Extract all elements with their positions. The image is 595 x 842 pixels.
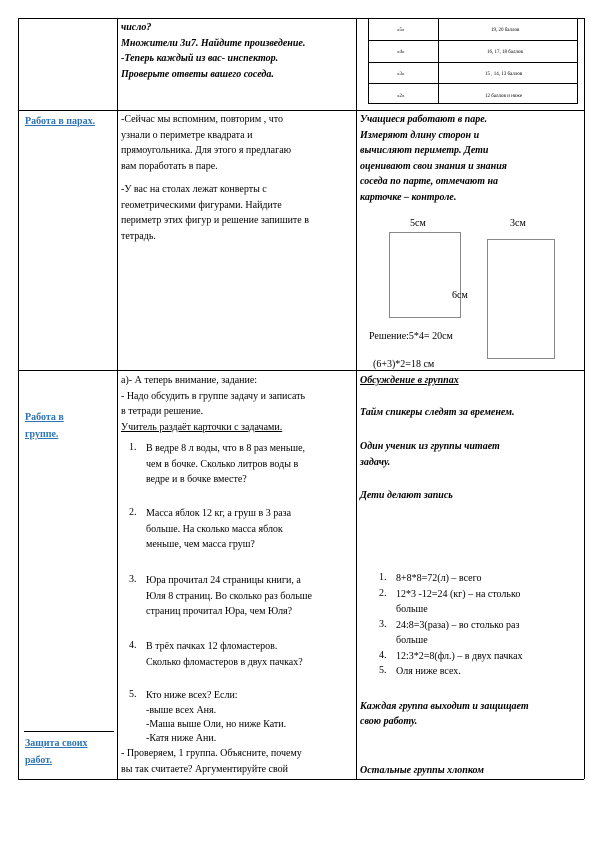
- defend-line-0: Каждая группа выходит и защищает: [360, 701, 529, 712]
- timers-text: Тайм спикеры следят за временем.: [360, 407, 515, 418]
- defend-stage-text: Защита своих работ.: [25, 738, 88, 766]
- task-2-line-0: Масса яблок 12 кг, а груш в 3 раза: [146, 508, 292, 519]
- pairs-line-0: -Сейчас мы вспомним, повторим , что: [121, 114, 283, 125]
- pairs-line-5: геометрическими фигурами. Найдите: [121, 199, 282, 211]
- groups-stage-label: [25, 409, 105, 443]
- task-5-line-0: Кто ниже всех? Если:: [146, 690, 238, 701]
- groups-intro-1: - Надо обсудить в группе задачу и записать: [121, 390, 306, 402]
- answer-3-line-1: больше: [396, 635, 428, 646]
- task-5-num: 5.: [129, 689, 137, 700]
- solution-square: Решение:5*4= 20см: [369, 331, 453, 342]
- task-3-line-2: страниц прочитал Юра, чем Юля?: [146, 606, 293, 617]
- pairs-student-line-5: карточке – контроле.: [360, 191, 457, 203]
- grading-table: [368, 18, 578, 104]
- pairs-student-line-0: Учащиеся работают в паре.: [360, 114, 488, 125]
- col-line-1: [117, 18, 118, 779]
- task-2-num: 2.: [129, 507, 137, 518]
- grade-mark-3: «2»: [397, 94, 405, 99]
- task-5-line-2: -Маша выше Оли, но ниже Кати.: [146, 718, 287, 730]
- grade-points-2: 15 , 14, 13 баллов: [485, 72, 523, 77]
- square-side-label: 5см: [410, 218, 426, 229]
- rectangle-figure: [487, 239, 555, 359]
- grade-mark-2: «3»: [397, 72, 405, 77]
- task-5-line-3: -Катя ниже Ани.: [146, 732, 217, 744]
- task-3-num: 3.: [129, 574, 137, 585]
- answer-5-line-0: Оля ниже всех.: [396, 666, 461, 677]
- answer-3-line-0: 24:8=3(раза) – во столько раз: [396, 619, 520, 631]
- grade-points-1: 16, 17, 18 баллов: [487, 50, 523, 55]
- defend-divider: [24, 731, 114, 732]
- groups-intro-0: а)- А теперь внимание, задание:: [121, 375, 258, 386]
- col-line-left: [18, 18, 19, 779]
- task-4-num: 4.: [129, 640, 137, 651]
- task-4: [121, 639, 353, 670]
- col-line-2: [356, 18, 357, 779]
- answer-1-num: 1.: [379, 572, 387, 583]
- discussion-text: Обсуждение в группах: [360, 375, 459, 386]
- task-1-line-0: В ведре 8 л воды, что в 8 раз меньше,: [146, 443, 306, 454]
- pairs-line-3: вам поработать в паре.: [121, 160, 218, 172]
- pairs-line-1: узнали о периметре квадрата и: [121, 129, 253, 141]
- task-1-num: 1.: [129, 442, 137, 453]
- answer-4-num: 4.: [379, 649, 387, 661]
- groups-teacher-text: [121, 373, 353, 435]
- answer-4-line-0: 12:3*2=8(фл.) – в двух пачках: [396, 650, 523, 662]
- pairs-teacher-text: [121, 112, 353, 244]
- applause-text: Остальные группы хлопком: [360, 765, 484, 776]
- task-1: [121, 441, 353, 488]
- task-1-line-2: ведре и в бочке вместе?: [146, 474, 247, 485]
- task-5: [121, 688, 353, 746]
- pairs-student-text: [360, 112, 582, 205]
- top-line-1: Множители 3и7. Найдите произведение.: [121, 37, 306, 49]
- reader-line-1: задачу.: [360, 457, 391, 468]
- groups-check-text: [121, 746, 353, 777]
- pairs-line-6: периметр этих фигур и решение запишите в: [121, 215, 309, 226]
- answer-2-num: 2.: [379, 587, 387, 599]
- grade-points-0: 19, 20 баллов: [491, 28, 520, 33]
- pairs-stage-label: Работа в парах.: [25, 116, 96, 127]
- grade-mark-0: «5»: [397, 28, 405, 33]
- top-teacher-text: [121, 20, 353, 82]
- answer-2-line-0: 12*3 -12=24 (кг) – на столько: [396, 588, 521, 600]
- top-line-2: -Теперь каждый из вас- инспектор.: [121, 53, 279, 64]
- solution-rectangle: (6+3)*2=18 см: [373, 359, 435, 370]
- table-bottom-line: [18, 779, 584, 780]
- task-1-line-1: чем в бочке. Сколько литров воды в: [146, 458, 299, 470]
- answer-5-num: 5.: [379, 665, 387, 676]
- writing-text: Дети делают запись: [360, 490, 453, 501]
- rect-height-label: 6см: [452, 290, 468, 301]
- task-3-line-0: Юра прочитал 24 страницы книги, а: [146, 575, 301, 586]
- top-line-3: Проверьте ответы вашего соседа.: [121, 68, 274, 80]
- answer-2-line-1: больше: [396, 604, 428, 615]
- answers-list: [360, 571, 582, 680]
- pairs-line-4: -У вас на столах лежат конверты с: [121, 184, 267, 195]
- task-5-line-1: -выше всех Аня.: [146, 704, 217, 716]
- task-2: [121, 506, 353, 553]
- task-3-line-1: Юля 8 страниц. Во сколько раз больше: [146, 590, 312, 602]
- pairs-student-line-2: вычисляют периметр. Дети: [360, 145, 489, 156]
- rect-width-label: 3см: [510, 218, 526, 229]
- task-3: [121, 573, 353, 620]
- pairs-line-7: тетрадь.: [121, 230, 156, 242]
- task-4-line-0: В трёх пачках 12 фломастеров.: [146, 641, 278, 652]
- pairs-student-line-3: оценивают свои знания и знания: [360, 160, 507, 172]
- groups-hands-out: Учитель раздаёт карточки с задачами.: [121, 421, 283, 433]
- pairs-student-line-4: соседа по парте, отмечают на: [360, 176, 499, 187]
- answer-3-num: 3.: [379, 618, 387, 630]
- top-line-0: число?: [121, 22, 152, 33]
- grade-points-3: 12 баллов и ниже: [485, 94, 523, 99]
- reader-line-0: Один ученик из группы читает: [360, 441, 500, 452]
- groups-stage-text: Работа в группе.: [25, 412, 64, 440]
- groups-intro-2: в тетради решение.: [121, 406, 204, 417]
- col-line-right: [584, 18, 585, 779]
- defend-line-1: свою работу.: [360, 716, 418, 727]
- check-line-0: - Проверяем, 1 группа. Объясните, почему: [121, 748, 302, 759]
- answer-1-line-0: 8+8*8=72(л) – всего: [396, 573, 482, 584]
- defend-stage-label: [25, 735, 105, 769]
- row-divider-2: [18, 370, 584, 371]
- check-line-1: вы так считаете? Аргументируйте свой: [121, 763, 288, 775]
- square-figure: [389, 232, 461, 318]
- task-4-line-1: Сколько фломастеров в двух пачках?: [146, 656, 303, 668]
- task-2-line-1: больше. На сколько масса яблок: [146, 523, 283, 535]
- pairs-line-2: прямоугольника. Для этого я предлагаю: [121, 145, 292, 156]
- task-2-line-2: меньше, чем масса груш?: [146, 539, 255, 550]
- row-divider-1: [18, 110, 584, 111]
- pairs-student-line-1: Измеряют длину сторон и: [360, 129, 480, 141]
- grade-mark-1: «4»: [397, 50, 405, 55]
